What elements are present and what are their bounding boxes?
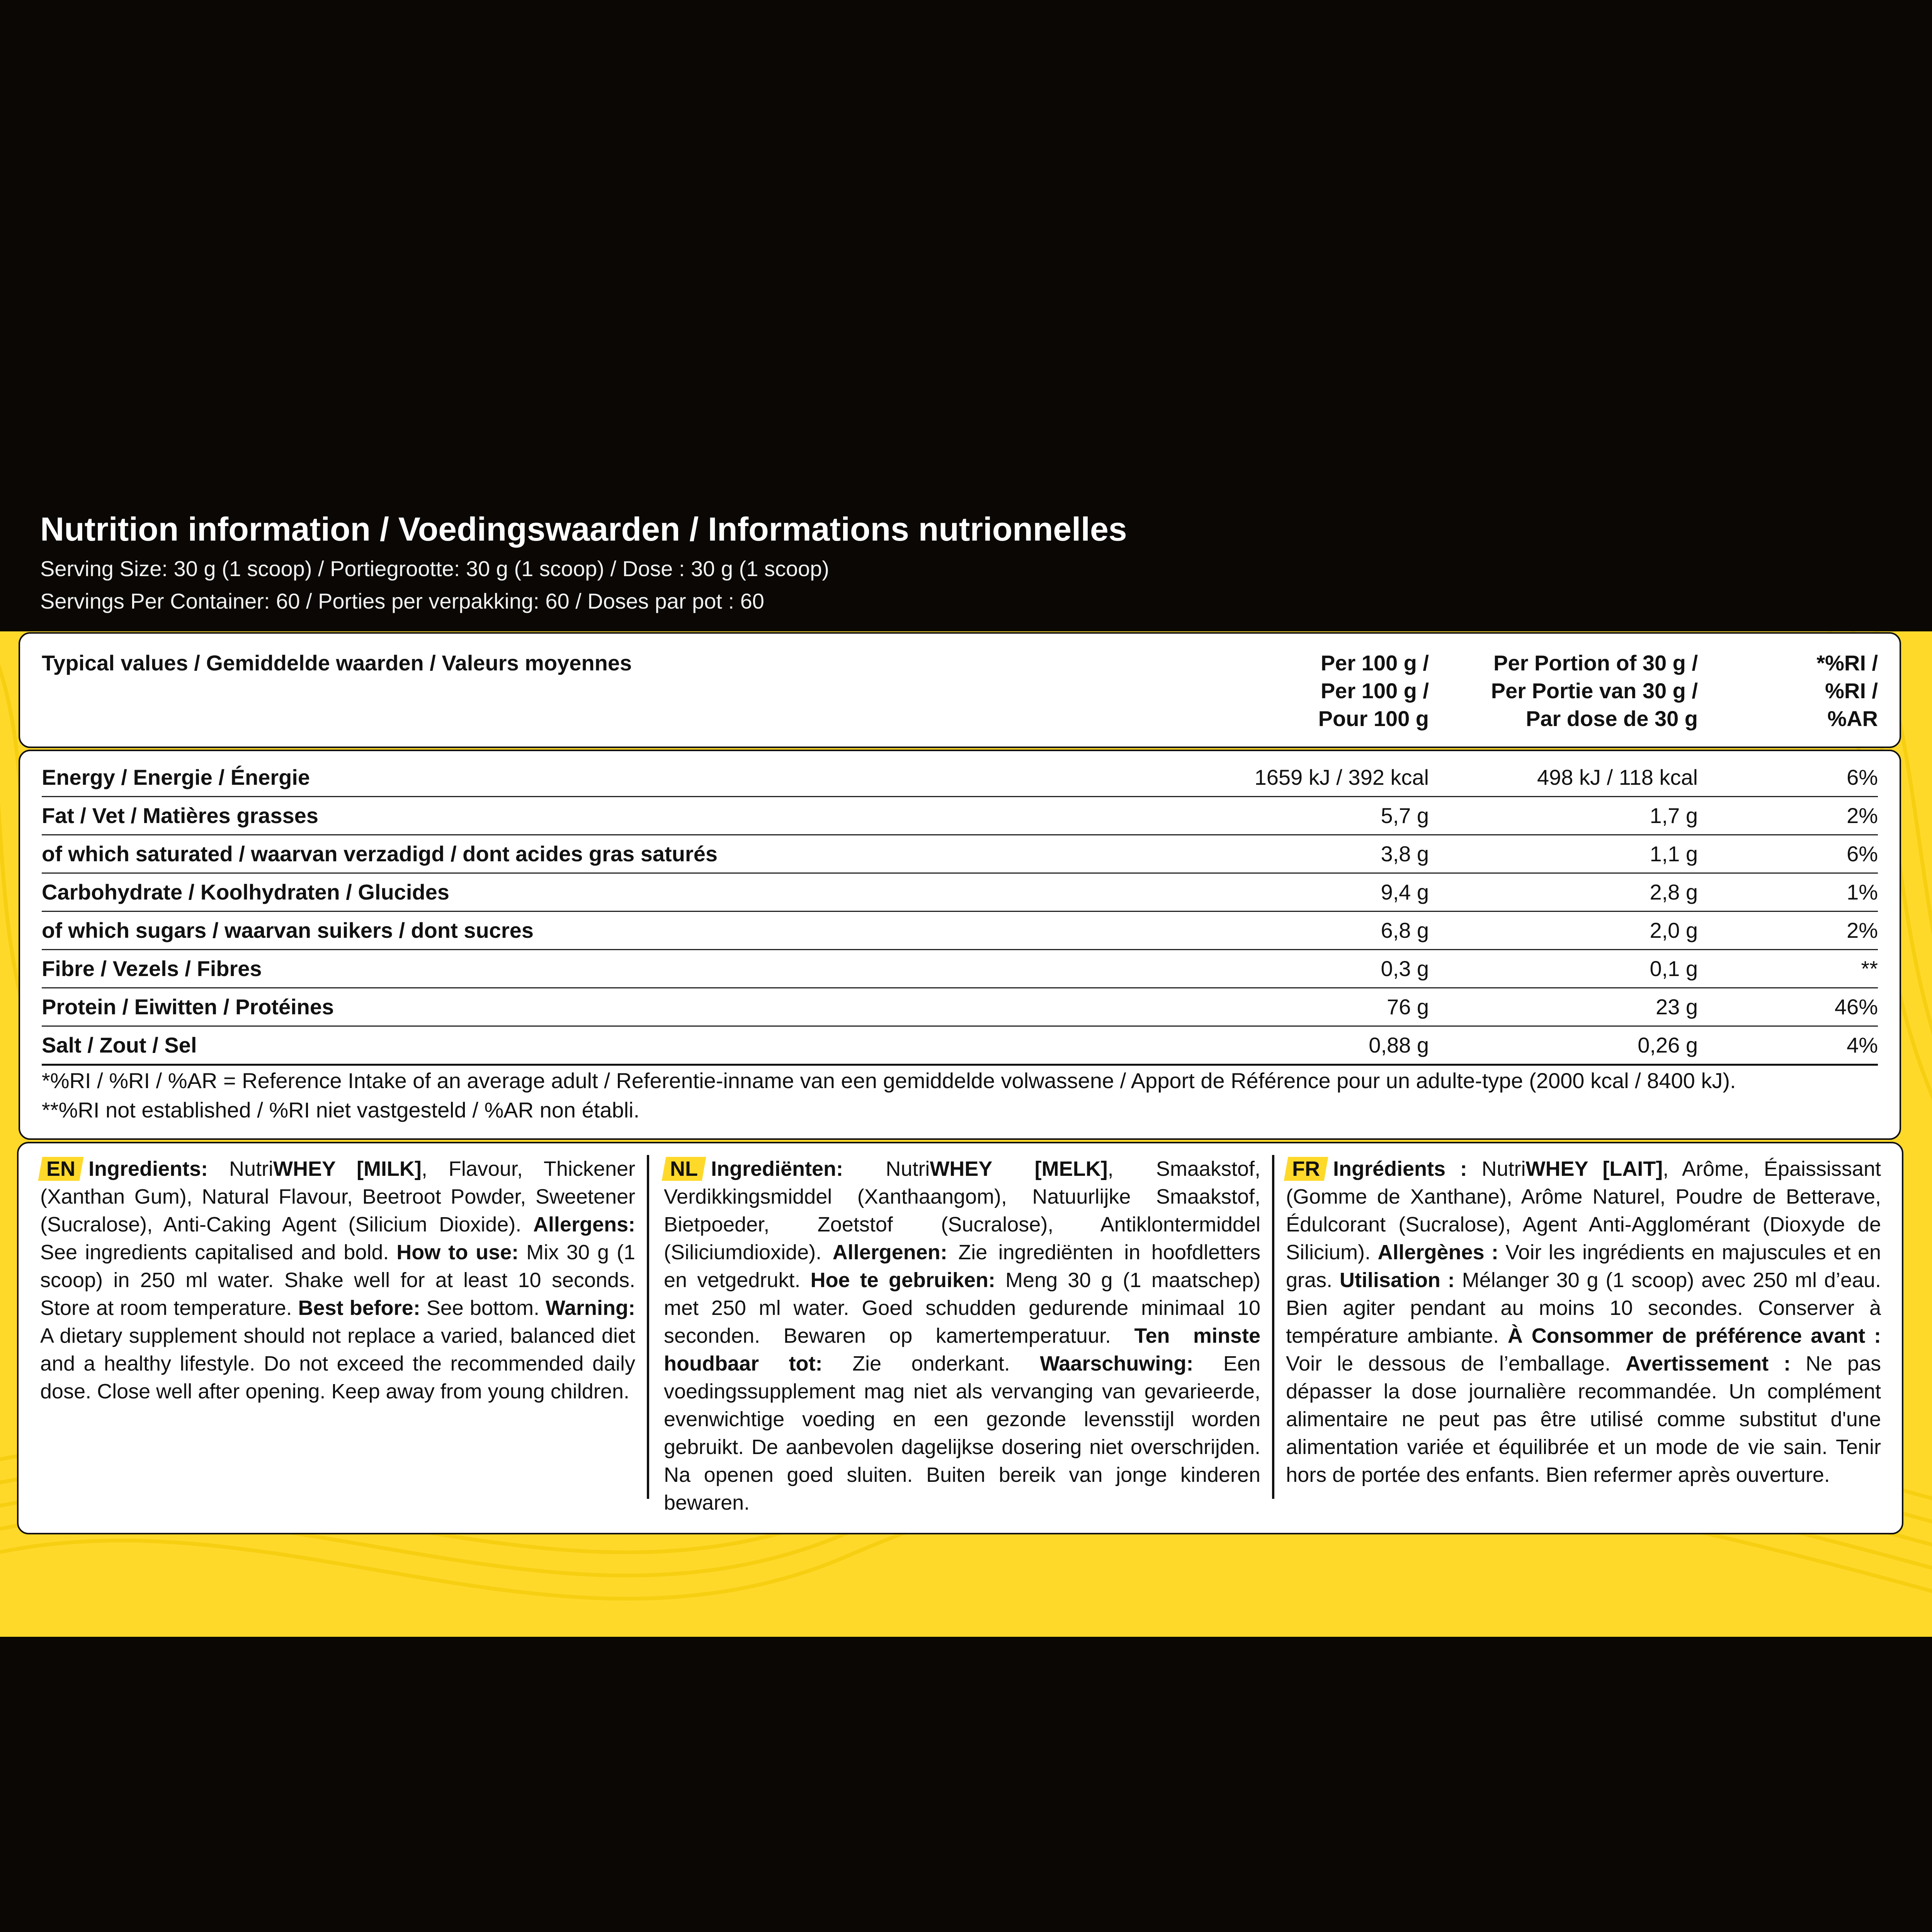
- table-header-panel: [19, 632, 1901, 748]
- warning-text: Een voedingssupplement mag niet als vervanging van gevarieerde, evenwichtige voeding en een gezonde levensstijl worden gebruikt. De aanbevolen dagelijkse dosering niet overschrijden. Na openen goed sluiten. Buiten bereik van jonge kinderen bewaren.: [664, 1352, 1260, 1514]
- ingredients-panel: [17, 1142, 1903, 1534]
- row-label: Salt / Zout / Sel: [42, 1033, 197, 1057]
- ingredients-column-fr: [1286, 1155, 1881, 1494]
- row-per100: 9,4 g: [1381, 880, 1429, 904]
- table-row: [42, 1027, 1878, 1066]
- language-tag-nl: NL: [662, 1157, 706, 1181]
- table-row: [42, 874, 1878, 912]
- table-row: [42, 835, 1878, 874]
- footnotes: [42, 1066, 1878, 1125]
- header-per-100g-nl: Per 100 g /: [1320, 679, 1429, 703]
- header: [40, 506, 1856, 617]
- allergens-text: Zie ingrediënten in hoofdletters en vetgedrukt.: [664, 1241, 1260, 1292]
- ingredients-text: Nutri: [843, 1157, 930, 1180]
- row-ri: 2%: [1847, 918, 1878, 942]
- allergens-text: See ingredients capitalised and bold.: [40, 1241, 397, 1264]
- row-label: Protein / Eiwitten / Protéines: [42, 995, 334, 1019]
- ingredients-allergen-bold: WHEY [MELK]: [930, 1157, 1108, 1180]
- header-per-100g: [1318, 649, 1429, 733]
- header-per-100g-fr: Pour 100 g: [1318, 706, 1429, 731]
- howto-label: How to use:: [396, 1241, 519, 1264]
- row-label: Energy / Energie / Énergie: [42, 765, 310, 789]
- footnote-not-established: **%RI not established / %RI niet vastgesteld / %AR non établi.: [42, 1098, 640, 1122]
- ingredients-allergen-bold: WHEY [LAIT]: [1526, 1157, 1663, 1180]
- header-ri: [1816, 649, 1878, 733]
- howto-label: Hoe te gebruiken:: [810, 1269, 995, 1292]
- row-perportion: 2,8 g: [1650, 880, 1698, 904]
- row-ri: 6%: [1847, 842, 1878, 866]
- row-perportion: 1,7 g: [1650, 803, 1698, 828]
- language-tag-en: EN: [38, 1157, 84, 1181]
- allergens-label: Allergens:: [533, 1213, 635, 1236]
- row-per100: 0,3 g: [1381, 956, 1429, 981]
- warning-label: Warning:: [546, 1296, 635, 1320]
- ingredients-label: Ingrediënten:: [711, 1157, 843, 1180]
- ingredients-text: Nutri: [208, 1157, 273, 1180]
- row-ri: 1%: [1847, 880, 1878, 904]
- column-divider: [647, 1155, 649, 1499]
- row-perportion: 2,0 g: [1650, 918, 1698, 942]
- table-row: [42, 988, 1878, 1027]
- warning-label: Waarschuwing:: [1040, 1352, 1194, 1375]
- ingredients-text: , Arôme, Épaississant (Gomme de Xanthane), Arôme Naturel, Poudre de Betterave, Édulcorant (Sucralose), Agent Anti-Agglomérant (Dioxyde de Silicium).: [1286, 1157, 1881, 1264]
- row-per100: 0,88 g: [1369, 1033, 1429, 1057]
- row-per100: 6,8 g: [1381, 918, 1429, 942]
- ingredients-text: Nutri: [1467, 1157, 1526, 1180]
- ingredients-label: Ingrédients :: [1333, 1157, 1467, 1180]
- row-perportion: 23 g: [1656, 995, 1698, 1019]
- ingredients-text: , Flavour, Thickener (Xanthan Gum), Natural Flavour, Beetroot Powder, Sweetener (Sucralose), Anti-Caking Agent (Silicium Dioxide).: [40, 1157, 635, 1236]
- howto-label: Utilisation :: [1339, 1269, 1455, 1292]
- allergens-text: Voir les ingrédients en majuscules et en gras.: [1286, 1241, 1881, 1292]
- best-before-text: Zie onderkant.: [822, 1352, 1040, 1375]
- footnote-ri: *%RI / %RI / %AR = Reference Intake of an average adult / Referentie-inname van een gemiddelde volwassene / Apport de Référence pour un adulte-type (2000 kcal / 8400 kJ).: [42, 1068, 1736, 1093]
- warning-text: A dietary supplement should not replace a varied, balanced diet and a healthy lifestyle. Do not exceed the recommended daily dose. Close well after opening. Keep away from young children.: [40, 1324, 635, 1403]
- row-ri: 6%: [1847, 765, 1878, 789]
- servings-per-container: Servings Per Container: 60 / Porties per verpakking: 60 / Doses par pot : 60: [40, 589, 764, 613]
- header-typical-values: Typical values / Gemiddelde waarden / Valeurs moyennes: [42, 651, 632, 675]
- header-ri-en: *%RI /: [1816, 651, 1878, 675]
- best-before-label: À Consommer de préférence avant :: [1507, 1324, 1881, 1347]
- row-label: Carbohydrate / Koolhydraten / Glucides: [42, 880, 449, 904]
- table-row: [42, 797, 1878, 835]
- row-label: of which sugars / waarvan suikers / dont sucres: [42, 918, 534, 942]
- best-before-label: Best before:: [298, 1296, 420, 1320]
- row-label: of which saturated / waarvan verzadigd / dont acides gras saturés: [42, 842, 718, 866]
- header-per-portion-en: Per Portion of 30 g /: [1493, 651, 1698, 675]
- allergens-label: Allergènes :: [1378, 1241, 1498, 1264]
- row-label: Fat / Vet / Matières grasses: [42, 803, 318, 828]
- allergens-label: Allergenen:: [832, 1241, 947, 1264]
- header-ri-fr: %AR: [1827, 706, 1878, 731]
- row-per100: 76 g: [1387, 995, 1429, 1019]
- howto-text: Meng 30 g (1 maatschep) met 250 ml water. Goed schudden gedurende minimaal 10 seconden. Bewaren op kamertemperatuur.: [664, 1269, 1260, 1347]
- table-row: [42, 950, 1878, 988]
- best-before-text: See bottom.: [420, 1296, 546, 1320]
- column-divider: [1272, 1155, 1274, 1499]
- row-ri: 46%: [1834, 995, 1878, 1019]
- language-tag-fr: FR: [1284, 1157, 1328, 1181]
- header-ri-nl: %RI /: [1825, 679, 1878, 703]
- best-before-text: Voir le dessous de l’emballage.: [1286, 1352, 1626, 1375]
- serving-size: Serving Size: 30 g (1 scoop) / Portiegrootte: 30 g (1 scoop) / Dose : 30 g (1 scoop): [40, 556, 829, 581]
- header-per-100g-en: Per 100 g /: [1320, 651, 1429, 675]
- row-per100: 3,8 g: [1381, 842, 1429, 866]
- ingredients-label: Ingredients:: [88, 1157, 208, 1180]
- ingredients-allergen-bold: WHEY [MILK]: [273, 1157, 422, 1180]
- row-perportion: 1,1 g: [1650, 842, 1698, 866]
- table-row: [42, 912, 1878, 950]
- row-per100: 1659 kJ / 392 kcal: [1254, 765, 1429, 789]
- row-ri: **: [1861, 956, 1878, 981]
- row-perportion: 498 kJ / 118 kcal: [1537, 765, 1698, 789]
- row-label: Fibre / Vezels / Fibres: [42, 956, 262, 981]
- ingredients-column-en: [40, 1155, 635, 1494]
- row-perportion: 0,26 g: [1638, 1033, 1698, 1057]
- howto-text: Mix 30 g (1 scoop) in 250 ml water. Shake well for at least 10 seconds. Store at room temperature.: [40, 1241, 635, 1320]
- nutrition-table-panel: [19, 750, 1901, 1140]
- ingredients-column-nl: [664, 1155, 1260, 1514]
- nutrition-rows: [42, 759, 1878, 1066]
- page-title: Nutrition information / Voedingswaarden / Informations nutrionnelles: [40, 511, 1127, 548]
- header-per-portion-nl: Per Portie van 30 g /: [1491, 679, 1698, 703]
- row-ri: 4%: [1847, 1033, 1878, 1057]
- howto-text: Mélanger 30 g (1 scoop) avec 250 ml d’eau. Bien agiter pendant au moins 10 secondes. Conserver à température ambiante.: [1286, 1269, 1881, 1347]
- row-per100: 5,7 g: [1381, 803, 1429, 828]
- warning-label: Avertissement :: [1626, 1352, 1791, 1375]
- row-ri: 2%: [1847, 803, 1878, 828]
- header-per-portion-fr: Par dose de 30 g: [1526, 706, 1698, 731]
- best-before-label: Ten minste houdbaar tot:: [664, 1324, 1260, 1375]
- ingredients-text: , Smaakstof, Verdikkingsmiddel (Xanthaangom), Natuurlijke Smaakstof, Bietpoeder, Zoetstof (Sucralose), Antiklontermiddel (Siliciumdioxide).: [664, 1157, 1260, 1264]
- header-per-portion: [1491, 649, 1698, 733]
- warning-text: Ne pas dépasser la dose journalière recommandée. Un complément alimentaire ne peut pas être utilisé comme substitut d'une alimentation variée et équilibrée et un mode de vie sain. Tenir hors de portée des enfants. Bien refermer après ouverture.: [1286, 1352, 1881, 1486]
- row-perportion: 0,1 g: [1650, 956, 1698, 981]
- table-row: [42, 759, 1878, 797]
